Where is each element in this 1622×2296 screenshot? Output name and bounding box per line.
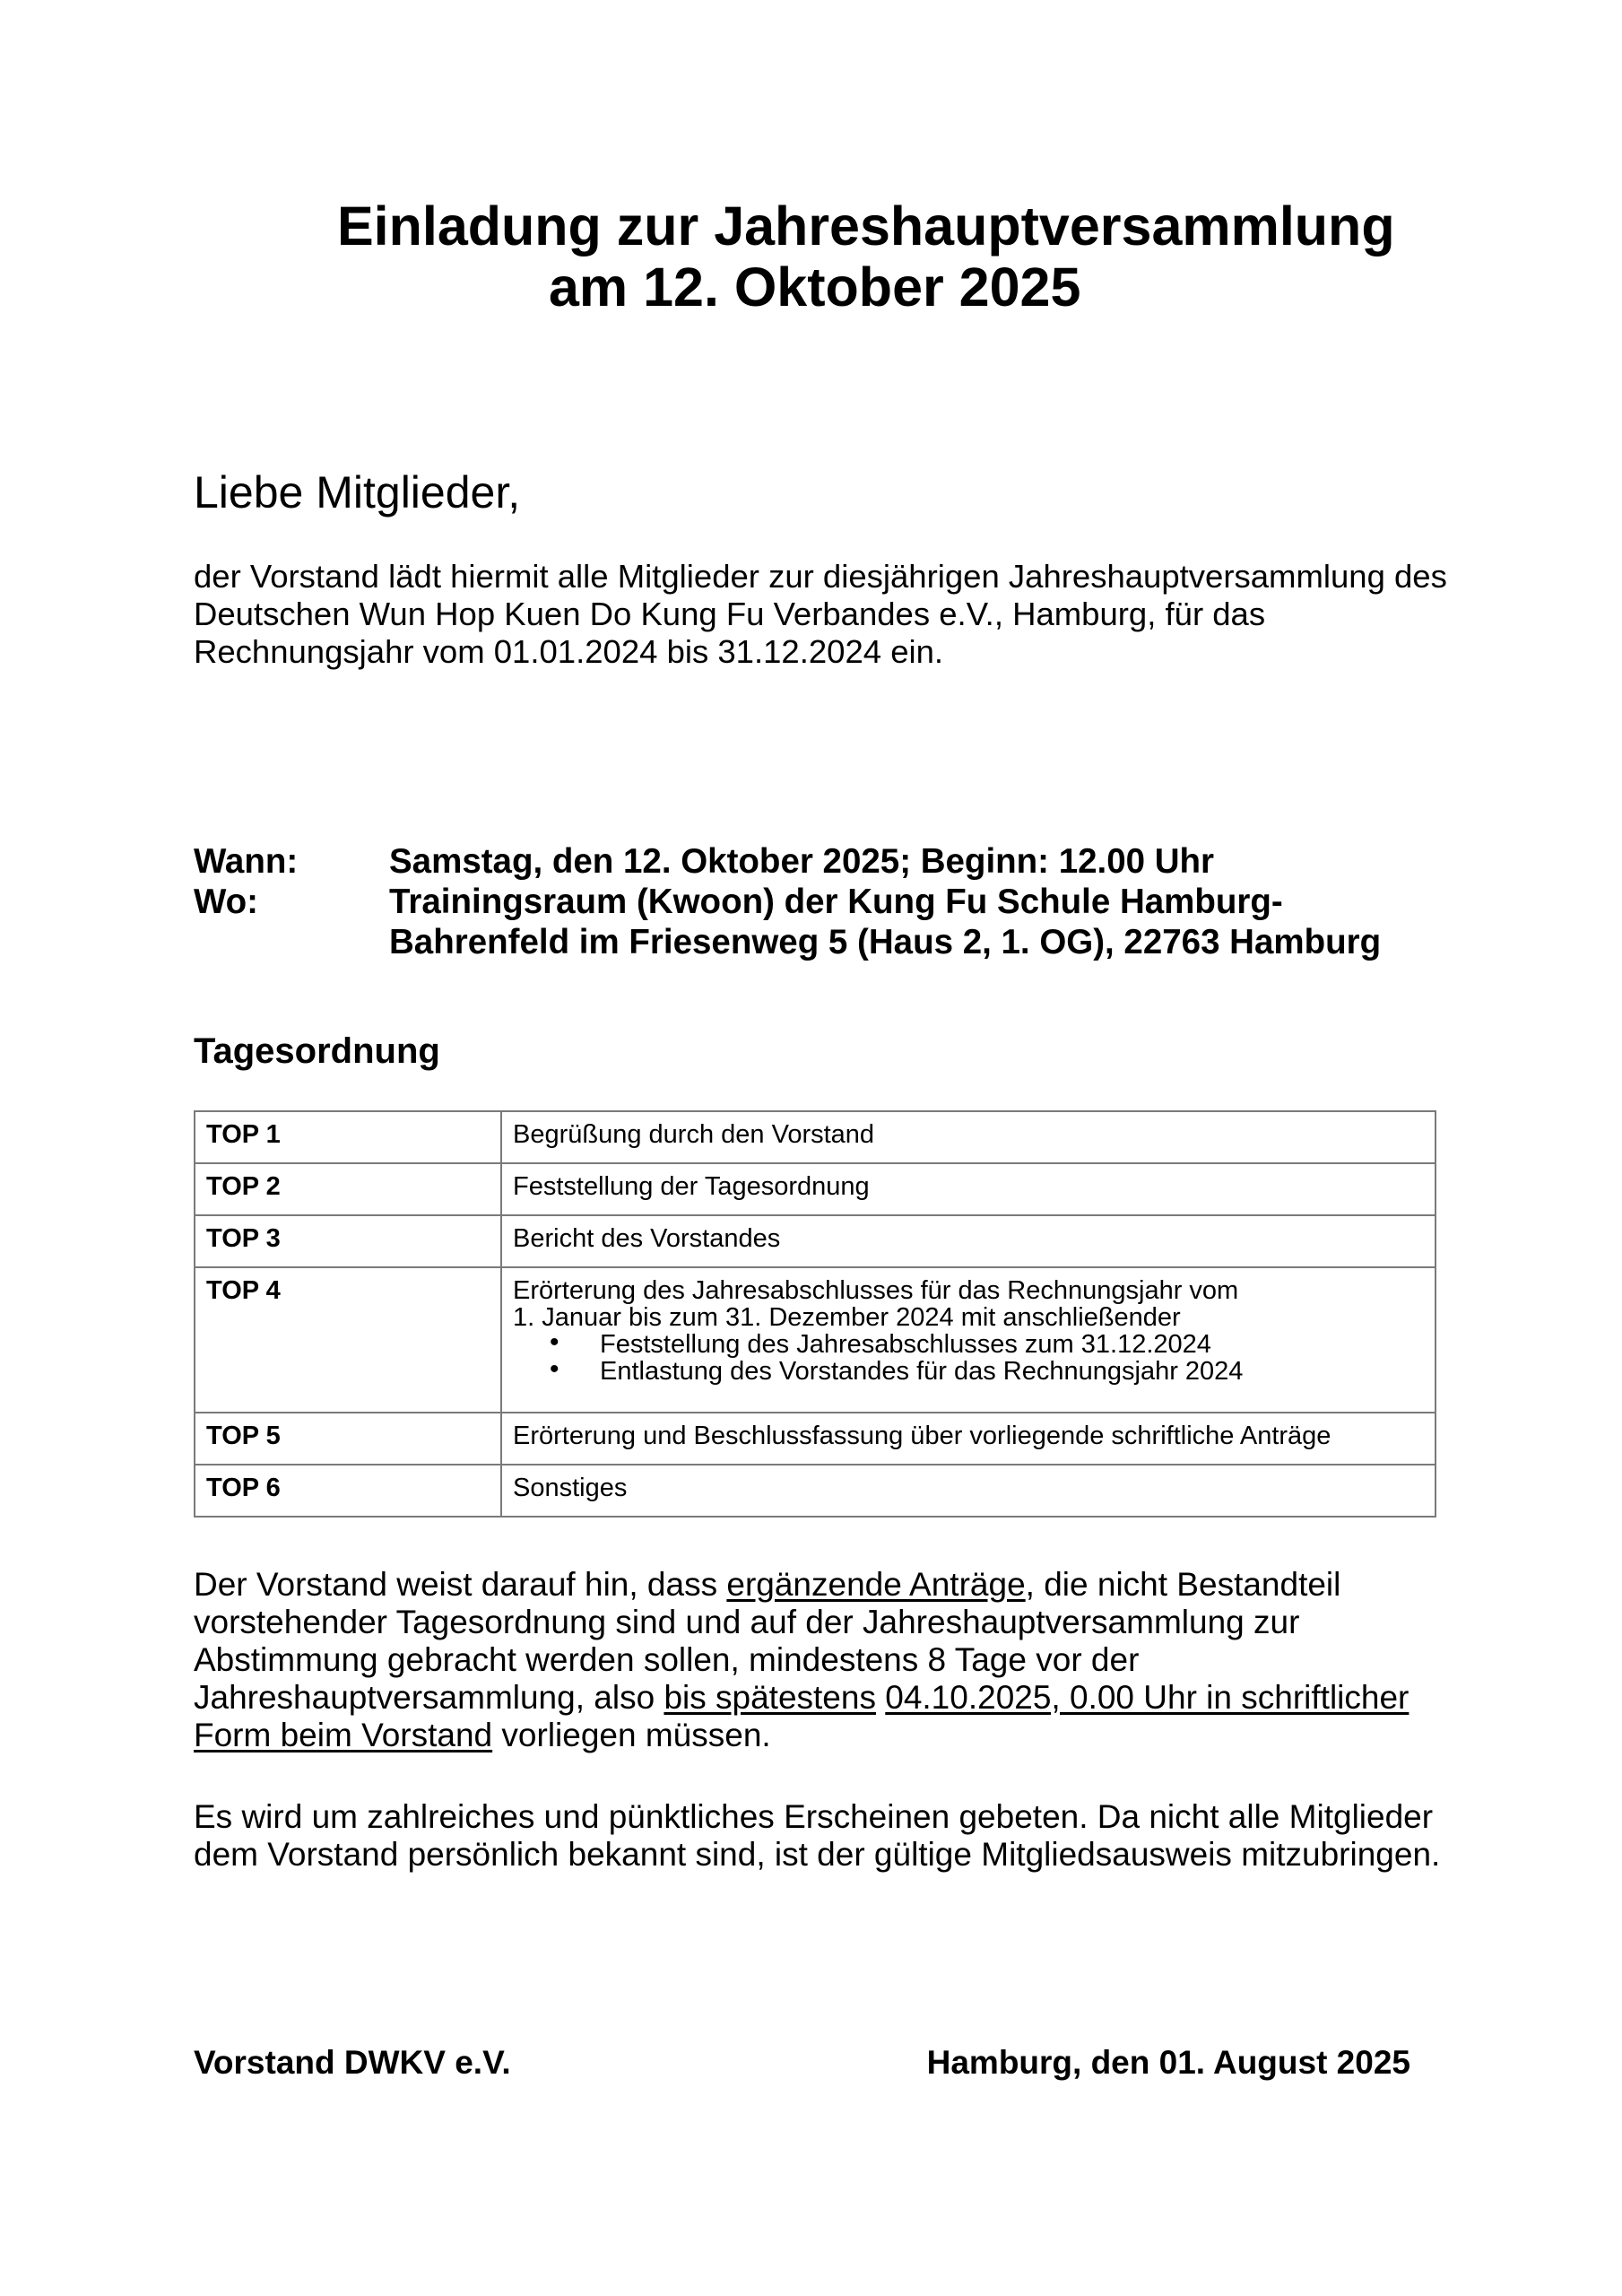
intro-paragraph: der Vorstand lädt hiermit alle Mitglieder zur diesjährigen Jahreshauptversammlung des Deutschen Wun Hop Kuen Do Kung Fu Verbandes e.V., Hamburg, für das Rechnungsjahr vom 01.01.2024 bis 31.12.2024 ein.: [194, 558, 1447, 670]
signature-place-date: Hamburg, den 01. August 2025: [926, 2044, 1410, 2081]
agenda-top-number: TOP 2: [195, 1163, 501, 1215]
notice-text: [876, 1679, 885, 1716]
agenda-item-text: Erörterung und Beschlussfassung über vorliegende schriftliche Anträge: [501, 1413, 1436, 1465]
agenda-bullet-list: [513, 1331, 1424, 1385]
when-value: Samstag, den 12. Oktober 2025; Beginn: 12.00 Uhr: [389, 842, 1215, 881]
where-value-line-2: Bahrenfeld im Friesenweg 5 (Haus 2, 1. OG), 22763 Hamburg: [389, 923, 1382, 961]
agenda-row: [195, 1111, 1436, 1163]
agenda-bullet-item: • Feststellung des Jahresabschlusses zum 31.12.2024: [600, 1331, 1424, 1358]
document-title-line-2: am 12. Oktober 2025: [549, 257, 1081, 317]
agenda-row: [195, 1465, 1436, 1517]
where-value-line-1: Trainingsraum (Kwoon) der Kung Fu Schule Hamburg-: [389, 883, 1283, 921]
agenda-bullet-item: • Entlastung des Vorstandes für das Rechnungsjahr 2024: [600, 1358, 1424, 1385]
agenda-item-text: Feststellung der Tagesordnung: [501, 1163, 1436, 1215]
agenda-row: [195, 1267, 1436, 1413]
agenda-item-text: Bericht des Vorstandes: [501, 1215, 1436, 1267]
agenda-row: [195, 1413, 1436, 1465]
agenda-item-text: Begrüßung durch den Vorstand: [501, 1111, 1436, 1163]
closing-paragraph: Es wird um zahlreiches und pünktliches Erscheinen gebeten. Da nicht alle Mitglieder dem Vorstand persönlich bekannt sind, ist der gültige Mitgliedsausweis mitzubringen.: [194, 1798, 1441, 1873]
agenda-item-details: [501, 1267, 1436, 1413]
document-title-line-1: Einladung zur Jahreshauptversammlung: [337, 196, 1395, 257]
when-label: Wann:: [194, 842, 299, 881]
agenda-top-number: TOP 6: [195, 1465, 501, 1517]
agenda-row: [195, 1163, 1436, 1215]
agenda-top-number: TOP 1: [195, 1111, 501, 1163]
where-label: Wo:: [194, 883, 258, 921]
signature-board: Vorstand DWKV e.V.: [194, 2044, 511, 2081]
agenda-top-number: TOP 5: [195, 1413, 501, 1465]
agenda-heading: Tagesordnung: [194, 1031, 440, 1071]
notice-underlined-text: ergänzende Anträge: [726, 1566, 1026, 1603]
notice-text: Der Vorstand weist darauf hin, dass: [194, 1566, 727, 1603]
agenda-top-number: TOP 3: [195, 1215, 501, 1267]
agenda-item-text: Sonstiges: [501, 1465, 1436, 1517]
agenda-item-text-line-1: Erörterung des Jahresabschlusses für das Rechnungsjahr vom: [513, 1276, 1239, 1305]
agenda-top-number: TOP 4: [195, 1267, 501, 1413]
agenda-table: [194, 1110, 1436, 1518]
agenda-row: [195, 1215, 1436, 1267]
notice-underlined-text: 04.10.2025, 0.00 Uhr in schriftlicher Form beim Vorstand: [194, 1679, 1409, 1753]
notice-text: vorliegen müssen.: [492, 1717, 771, 1753]
notice-paragraph: [194, 1566, 1467, 1754]
agenda-item-text-line-2: 1. Januar bis zum 31. Dezember 2024 mit anschließender: [513, 1303, 1181, 1332]
notice-underlined-text: bis spätestens: [664, 1679, 876, 1716]
notice-text: , die nicht Bestandteil vorstehender Tagesordnung sind und auf der Jahreshauptversammlung zur Abstimmung gebracht werden sollen, mindestens 8 Tage vor der Jahreshauptversammlung, also: [194, 1566, 1341, 1716]
greeting: Liebe Mitglieder,: [194, 467, 521, 517]
